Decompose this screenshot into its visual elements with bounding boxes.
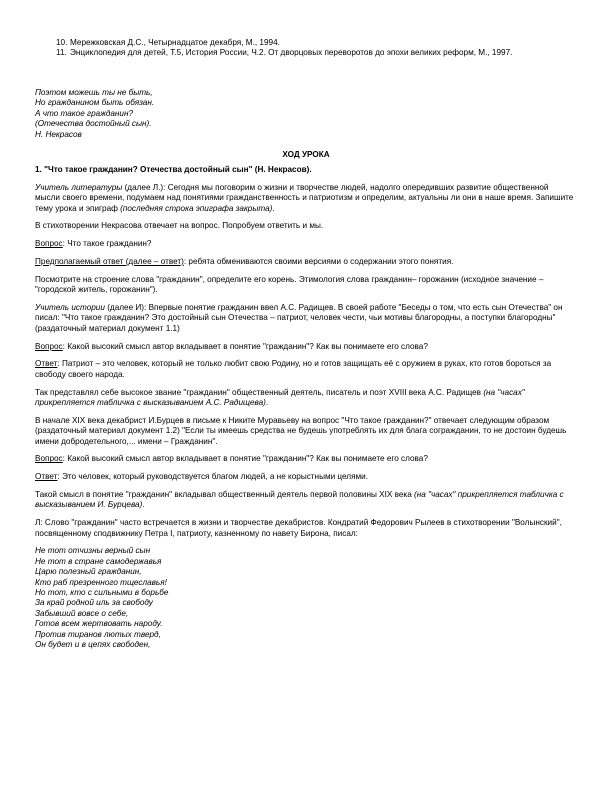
reference-number: 11.: [56, 48, 67, 58]
poem-line: Он будет и в цепях свободен,: [35, 640, 151, 650]
poem-line: Готов всем жертвовать народу.: [35, 619, 163, 629]
epigraph-author: Н. Некрасов: [35, 129, 82, 139]
paragraph-intro: [35, 183, 575, 214]
epigraph-line: А что такое гражданин?: [35, 108, 134, 118]
paragraph-text: Такой смысл в понятие "гражданин" вкладывал общественный деятель первой половины XIX века: [35, 490, 415, 500]
speaker-label: Учитель истории: [35, 303, 105, 312]
question-label: Вопрос: [35, 454, 63, 464]
epigraph-line: (Отечества достойный сын).: [35, 119, 152, 129]
question-text: : Какой высокий смысл автор вкладывает в понятие "гражданин"? Как вы понимаете его слова?: [62, 454, 428, 464]
question: [35, 342, 575, 352]
answer-label: Ответ: [35, 472, 58, 482]
epigraph: [35, 88, 154, 140]
poem-line: За край родной иль за свободу: [35, 598, 153, 608]
paragraph: [35, 490, 575, 511]
poem-line: Кто раб презренного тщеславья!: [35, 577, 167, 587]
answer: [35, 359, 575, 380]
question: [35, 454, 575, 464]
poem-line: Но тот, кто с сильными в борьбе: [35, 588, 169, 598]
epigraph-line: Но гражданином быть обязан.: [35, 98, 155, 108]
lesson-body: [35, 165, 575, 650]
answer-text: : ребята обмениваются своими версиями о содержании этого понятия.: [183, 257, 454, 266]
answer: [35, 257, 575, 267]
paragraph: В начале XIX века декабрист И.Бурцев в письме к Никите Муравьеву на вопрос "Что такое гражданин?" отвечает следующим образом (раздаточный материал документ 1.2) "Если ты имеешь средства не будешь употреблять их для блага согражданин, то не достоин будешь имени добродетельного,... имени – Гражданин".: [35, 415, 567, 446]
reference-item: [56, 38, 556, 48]
answer-label: Предполагаемый ответ (далее – ответ): [35, 257, 184, 266]
stage-note: (последняя строка эпиграфа закрыта): [120, 203, 273, 213]
paragraph: Л: Слово "гражданин" часто встречается в жизни и творчестве декабристов. Кондратий Федорович Рылеев в стихотворении "Волынский", посвященному сподвижнику Петра I, патриоту, казненному по навету Бирона, писал:: [35, 518, 562, 538]
question-label: Вопрос: [35, 341, 63, 351]
answer-text: : Это человек, который руководствуется благом людей, а не корыстными целями.: [57, 472, 368, 482]
stage-note: (на "часах" прикрепляется табличка с высказыванием А.С. Радищева): [35, 387, 525, 408]
poem-line: Против тиранов лютых тверд,: [35, 629, 161, 639]
reference-text: Энциклопедия для детей, Т.5, История России, Ч.2. От дворцовых переворотов до эпохи великих реформ, М., 1997.: [70, 48, 513, 58]
poem: [35, 546, 575, 650]
question-text: : Что такое гражданин?: [62, 239, 152, 249]
paragraph: В стихотворении Некрасова отвечает на вопрос. Попробуем ответить и мы.: [35, 221, 324, 231]
paragraph-text: (далее Л.): Сегодня мы поговорим о жизни и творчестве людей, надолго опередивших развитие общественной мысли своего времени, подумаем над понятиями гражданственность и патриотизм и определим, актуальны ли они в наше время. Запишите тему урока и эпиграф: [35, 182, 574, 213]
reference-number: 10.: [56, 38, 68, 47]
speaker-label: Учитель литературы: [35, 182, 123, 192]
lesson-title: ХОД УРОКА: [282, 150, 330, 159]
paragraph-history: [35, 303, 575, 334]
question: [35, 239, 575, 249]
reference-item: [56, 48, 556, 58]
poem-line: Не тот в стране самодержавья: [35, 556, 162, 566]
paragraph: Посмотрите на строение слова "гражданин", определите его корень. Этимология слова гражданин– горожанин (исходное значение – "городской житель, горожанин").: [35, 274, 544, 295]
paragraph-text: (далее И): Впервые понятие гражданин ввел А.С. Радищев. В своей работе "Беседы о том, что есть сын Отечества" он писал: "Что такое гражданин? Это достойный сын Отечества – патриот, человек чести, чьи мотивы благородны, а поступки благородны" (раздаточный материал документ 1.1): [35, 303, 563, 333]
question-text: : Какой высокий смысл автор вкладывает в понятие "гражданин"? Как вы понимаете его слова?: [62, 341, 428, 351]
answer: [35, 472, 575, 482]
paragraph: [35, 388, 575, 409]
stage-note: (на "часах" прикрепляется табличка с высказыванием И. Бурцева): [35, 490, 564, 510]
poem-line: Забывший вовсе о себе,: [35, 608, 129, 618]
section-heading: 1. "Что такое гражданин? Отечества достойный сын" (Н. Некрасов).: [35, 165, 312, 174]
poem-line: Не тот отчизны верный сын: [35, 546, 151, 556]
paragraph-text: Так представлял себе высокое звание "гражданин" общественный деятель, писатель и поэт XVIII века А.С. Радищев: [35, 387, 484, 397]
question-label: Вопрос: [35, 239, 63, 249]
paragraph-end: .: [142, 500, 145, 510]
reference-list: [56, 38, 556, 59]
poem-line: Царю полезный гражданин,: [35, 567, 142, 577]
epigraph-line: Поэтом можешь ты не быть,: [35, 88, 153, 97]
answer-label: Ответ: [35, 359, 58, 369]
reference-text: Мережковская Д.С., Четырнадцатое декабря, М., 1994.: [70, 38, 280, 47]
paragraph-end: .: [265, 398, 269, 408]
paragraph-end: .: [272, 203, 275, 213]
answer-text: : Патриот – это человек, который не только любит свою Родину, но и готов защищать её с оружием в руках, кто готов бороться за свободу своего народа.: [35, 359, 552, 379]
